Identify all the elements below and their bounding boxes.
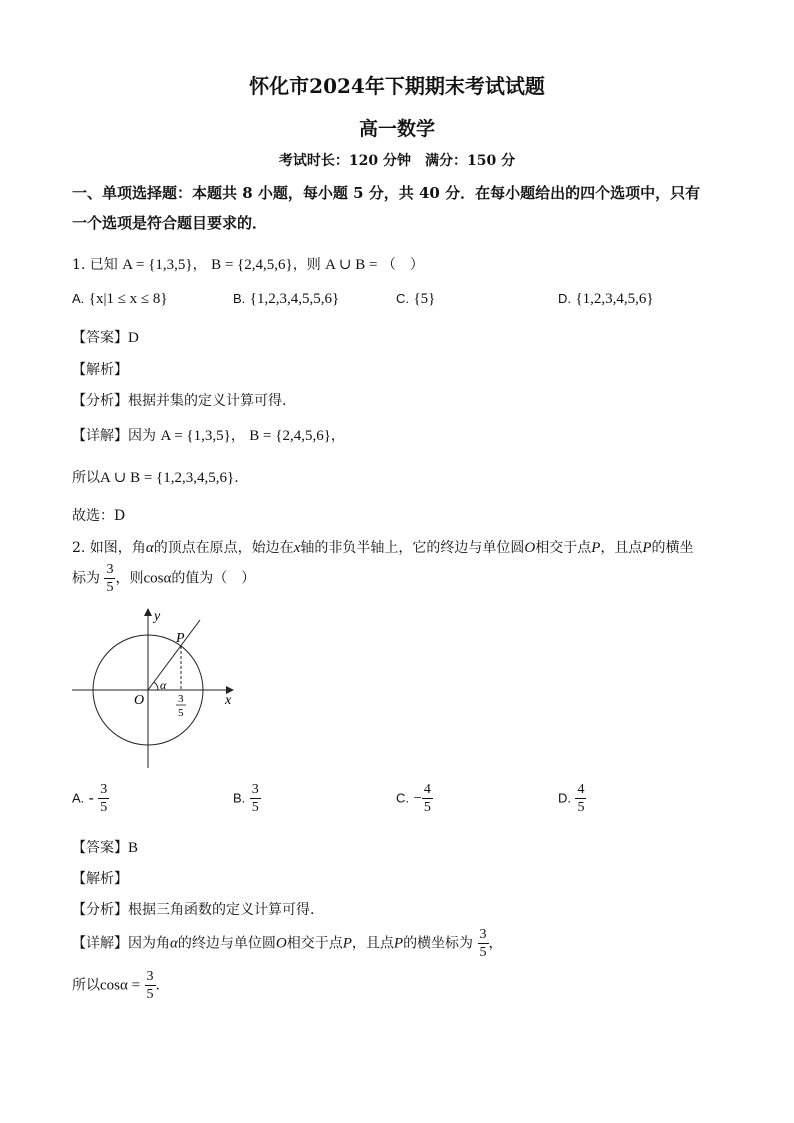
q2-alpha: α: [145, 540, 154, 556]
q1-set-a: A = {1,3,5}: [122, 257, 193, 273]
unit-circle-figure: [70, 600, 240, 770]
q1-option-d: [558, 291, 654, 308]
terminal-side: [148, 620, 200, 690]
figure-label-o: O: [134, 693, 145, 708]
q1-detail-end: ，: [330, 428, 345, 444]
q2-option-d: [558, 781, 586, 816]
q2-text-f: 的横坐: [651, 540, 694, 556]
q2-option-c-den: 5: [423, 800, 431, 815]
q2-option-d-letter: D.: [558, 790, 571, 806]
figure-label-y: y: [154, 609, 161, 624]
q1-option-b-letter: B.: [233, 291, 246, 306]
q2-stem-fraction: [104, 561, 115, 596]
q2-option-b-num: 3: [251, 782, 259, 797]
q2-detail-e: 的横坐标为: [403, 935, 474, 952]
q1-option-a: [72, 291, 168, 308]
q2-detail-alpha: α: [170, 935, 178, 952]
q2-analysis-tag: 【解析】: [72, 871, 128, 887]
q2-text-d: 相交于点: [535, 540, 592, 556]
figure-label-p: P: [176, 631, 185, 646]
section-heading-line2: 一个选项是符合题目要求的．: [72, 214, 268, 232]
q1-option-c-text: {5}: [413, 291, 436, 307]
q2-option-a-sign: -: [88, 790, 94, 807]
figure-label-x: x: [225, 693, 232, 708]
q1-answer-tag: 【答案】: [72, 330, 128, 346]
q2-option-b-fraction: [250, 781, 261, 816]
q1-answer-value: D: [128, 330, 139, 346]
q2-detail-d: ，且点: [351, 935, 394, 952]
q1-option-b-text: {1,2,3,4,5,5,6}: [249, 291, 340, 307]
q1-comma: ，: [192, 257, 207, 273]
q2-line2-a: 标为: [72, 570, 100, 587]
q2-so-end: .: [155, 977, 160, 994]
q2-option-c: [396, 781, 433, 816]
section-heading-line1: 一、单项选择题：本题共 8 小题，每小题 5 分，共 40 分．在每小题给出的四个选项中，只有: [72, 184, 701, 202]
q2-detail-fraction: [478, 926, 489, 961]
q2-fenxi: [72, 899, 314, 919]
q1-fenxi: [72, 390, 286, 410]
q2-option-c-sign: −: [413, 790, 422, 807]
figure-label-alpha: α: [160, 678, 167, 692]
q1-fenxi-text: 根据并集的定义计算可得.: [128, 393, 287, 409]
q2-stem-line1: [72, 537, 694, 557]
q1-choice: 故选：D: [72, 508, 126, 524]
q2-option-a-num: 3: [100, 782, 108, 797]
q2-stem-num: 3: [106, 562, 114, 577]
q2-option-b-letter: B.: [233, 790, 246, 806]
q2-detail-num: 3: [479, 927, 487, 942]
q1-so: [72, 467, 239, 487]
q2-stem-den: 5: [106, 580, 114, 595]
q1-set-b: B = {2,4,5,6}: [211, 257, 293, 273]
q1-so-expr: A ∪ B = {1,2,3,4,5,6}: [100, 470, 235, 486]
q2-detail-o: O: [275, 935, 287, 952]
q2-option-c-num: 4: [423, 782, 431, 797]
q2-fenxi-tag: 【分析】: [72, 902, 128, 918]
q1-fenxi-tag: 【分析】: [72, 393, 128, 409]
q1-option-a-text: {x|1 ≤ x ≤ 8}: [88, 291, 168, 307]
q2-text-c: 轴的非负半轴上，它的终边与单位圆: [300, 540, 525, 556]
q1-detail-set-b: B = {2,4,5,6}: [249, 428, 331, 444]
q2-answer: [72, 837, 138, 857]
q2-detail-f: ，: [488, 935, 503, 952]
q1-prefix: 1. 已知: [72, 257, 118, 273]
q2-detail-p2: P: [393, 935, 404, 952]
q1-option-c-letter: C.: [396, 291, 409, 306]
q1-paren: （ ）: [381, 257, 424, 273]
q2-so-num: 3: [146, 969, 154, 984]
q2-text-b: 的顶点在原点，始边在: [153, 540, 294, 556]
q2-option-b-den: 5: [251, 800, 259, 815]
q2-so: [72, 968, 160, 1003]
q2-fenxi-text: 根据三角函数的定义计算可得.: [128, 902, 315, 918]
q1-analysis-tag: 【解析】: [72, 362, 128, 378]
q2-o: O: [524, 540, 536, 556]
subject-title: 高一数学: [358, 118, 435, 140]
q1-option-a-letter: A.: [72, 291, 85, 306]
q1-detail: [72, 425, 345, 445]
q2-x: x: [293, 540, 301, 556]
q2-detail-a: 因为角: [128, 935, 170, 952]
figure-label-num: 3: [178, 693, 184, 705]
q2-line2-b: ，则: [115, 570, 144, 587]
q2-option-c-letter: C.: [396, 790, 409, 806]
q1-detail-set-a: A = {1,3,5}: [160, 428, 231, 444]
q1-so-pre: 所以: [72, 470, 100, 486]
q2-detail-c: 相交于点: [286, 935, 343, 952]
q2-so-den: 5: [146, 987, 154, 1002]
q1-option-b: [233, 291, 339, 308]
q2-so-pre: 所以: [72, 977, 100, 994]
q2-option-b: [233, 781, 261, 816]
q1-option-d-letter: D.: [558, 291, 571, 306]
q2-answer-tag: 【答案】: [72, 840, 128, 856]
q2-option-a-fraction: [98, 781, 109, 816]
q1-suffix: ，则: [292, 257, 321, 273]
q2-option-a: [72, 781, 109, 816]
figure-label-den: 5: [178, 707, 184, 719]
q2-text-e: ，且点: [600, 540, 643, 556]
q1-detail-pre: 因为: [128, 428, 156, 444]
q2-so-fraction: [145, 968, 156, 1003]
y-axis-arrow: [144, 608, 152, 616]
q2-text-a: 2. 如图，角: [72, 540, 146, 556]
q2-option-a-den: 5: [100, 800, 108, 815]
q2-detail-den: 5: [479, 945, 487, 960]
q1-stem: [72, 254, 424, 274]
q2-stem-line2: [72, 561, 255, 596]
q1-detail-tag: 【详解】: [72, 428, 128, 444]
q2-so-cos: cosα =: [100, 977, 141, 994]
q2-cos: cosα: [143, 570, 172, 587]
q2-option-c-fraction: [422, 781, 433, 816]
q1-detail-comma: ，: [230, 428, 245, 444]
q2-detail-tag: 【详解】: [72, 935, 128, 952]
q2-detail-p: P: [342, 935, 352, 952]
q2-p2: P: [642, 540, 652, 556]
q2-answer-value: B: [128, 840, 139, 856]
q2-line2-c: 的值为（ ）: [171, 570, 256, 587]
q2-p: P: [591, 540, 601, 556]
angle-arc: [154, 682, 158, 690]
q2-option-d-fraction: [575, 781, 586, 816]
q2-detail: [72, 926, 503, 961]
q2-option-d-num: 4: [577, 782, 585, 797]
q1-option-d-text: {1,2,3,4,5,6}: [575, 291, 654, 307]
q1-expression: A ∪ B =: [325, 257, 378, 273]
exam-title: 怀化市2024年下期期末考试试题: [249, 74, 545, 98]
q1-answer: [72, 327, 139, 347]
q2-option-a-letter: A.: [72, 790, 85, 806]
q1-option-c: [396, 291, 435, 308]
q2-detail-b: 的终边与单位圆: [177, 935, 276, 952]
q1-so-end: .: [234, 470, 239, 486]
exam-info: 考试时长：120 分钟 满分：150 分: [278, 153, 516, 169]
q2-option-d-den: 5: [577, 800, 585, 815]
